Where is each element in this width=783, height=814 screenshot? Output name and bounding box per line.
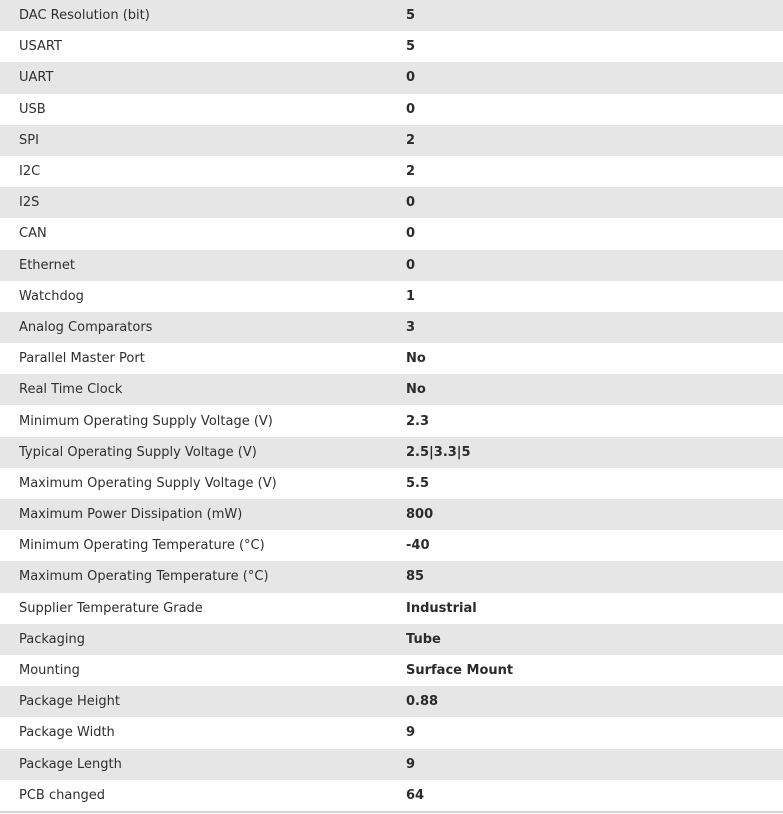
spec-row-real-time-clock (0, 374, 783, 405)
spec-row-i2s (0, 187, 783, 218)
spec-row-parallel-master-port (0, 343, 783, 374)
spec-value: 3 (406, 319, 416, 335)
spec-label: Analog Comparators (19, 319, 153, 335)
spec-label: Minimum Operating Supply Voltage (V) (19, 413, 273, 429)
spec-row-watchdog (0, 281, 783, 312)
spec-label: Maximum Operating Supply Voltage (V) (19, 475, 277, 491)
spec-value: 5 (406, 8, 416, 24)
table-bottom-border (0, 811, 783, 813)
spec-value: 9 (406, 756, 416, 772)
spec-value: Surface Mount (406, 663, 514, 679)
spec-row-supplier-temperature-grade (0, 593, 783, 624)
spec-value: Industrial (406, 600, 477, 616)
spec-value: No (406, 382, 426, 398)
spec-row-min-supply-voltage (0, 405, 783, 436)
spec-label: I2S (19, 195, 40, 211)
spec-value: 0 (406, 195, 416, 211)
spec-row-usart (0, 31, 783, 62)
spec-row-package-length (0, 749, 783, 780)
spec-value: Tube (406, 631, 441, 647)
spec-value: 0 (406, 226, 416, 242)
spec-row-max-supply-voltage (0, 468, 783, 499)
spec-row-max-operating-temperature (0, 561, 783, 592)
spec-label: USB (19, 101, 46, 117)
spec-label: Supplier Temperature Grade (19, 600, 203, 616)
spec-value: 2.5|3.3|5 (406, 444, 471, 460)
spec-row-i2c (0, 156, 783, 187)
spec-row-analog-comparators (0, 312, 783, 343)
spec-label: Package Height (19, 694, 120, 710)
spec-label: UART (19, 70, 54, 86)
spec-label: Maximum Operating Temperature (°C) (19, 569, 269, 585)
spec-label: Minimum Operating Temperature (°C) (19, 538, 265, 554)
spec-value: -40 (406, 538, 430, 554)
spec-value: 85 (406, 569, 425, 585)
spec-label: Watchdog (19, 288, 84, 304)
spec-label: Package Length (19, 756, 122, 772)
spec-label: Real Time Clock (19, 382, 123, 398)
spec-value: 800 (406, 507, 434, 523)
spec-row-pcb-changed (0, 780, 783, 811)
spec-value: 5 (406, 39, 416, 55)
spec-label: Ethernet (19, 257, 75, 273)
spec-label: Package Width (19, 725, 115, 741)
spec-label: CAN (19, 226, 47, 242)
spec-label: USART (19, 39, 62, 55)
spec-row-ethernet (0, 250, 783, 281)
spec-row-min-operating-temperature (0, 530, 783, 561)
spec-value: 0.88 (406, 694, 439, 710)
spec-row-packaging (0, 624, 783, 655)
spec-row-typical-supply-voltage (0, 437, 783, 468)
spec-value: 5.5 (406, 475, 430, 491)
spec-value: No (406, 351, 426, 367)
spec-value: 0 (406, 101, 416, 117)
spec-value: 9 (406, 725, 416, 741)
spec-row-can (0, 218, 783, 249)
spec-label: DAC Resolution (bit) (19, 8, 150, 24)
spec-value: 2 (406, 132, 416, 148)
spec-label: Packaging (19, 631, 85, 647)
spec-row-spi (0, 125, 783, 156)
spec-value: 2.3 (406, 413, 430, 429)
spec-label: SPI (19, 132, 39, 148)
spec-label: PCB changed (19, 787, 106, 803)
spec-row-uart (0, 62, 783, 93)
spec-value: 2 (406, 164, 416, 180)
spec-value: 64 (406, 787, 425, 803)
spec-label: Parallel Master Port (19, 351, 145, 367)
spec-row-package-height (0, 686, 783, 717)
spec-label: Maximum Power Dissipation (mW) (19, 507, 243, 523)
spec-row-dac-resolution (0, 0, 783, 31)
spec-label: I2C (19, 164, 41, 180)
spec-row-package-width (0, 717, 783, 748)
spec-row-mounting (0, 655, 783, 686)
spec-value: 1 (406, 288, 416, 304)
spec-row-usb (0, 94, 783, 125)
spec-value: 0 (406, 70, 416, 86)
spec-label: Typical Operating Supply Voltage (V) (19, 444, 257, 460)
spec-value: 0 (406, 257, 416, 273)
spec-row-max-power-dissipation (0, 499, 783, 530)
spec-label: Mounting (19, 663, 80, 679)
